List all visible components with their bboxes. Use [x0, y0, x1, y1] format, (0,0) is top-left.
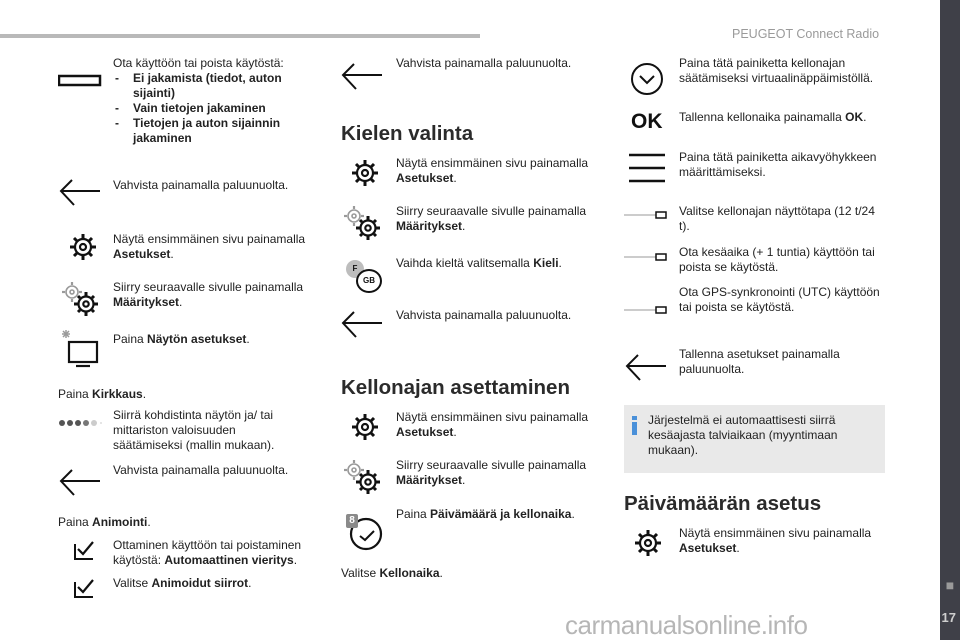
- double-gear-icon: [60, 280, 100, 318]
- confirm-back-2: Vahvista painamalla paluunuolta.: [113, 463, 289, 477]
- settings-step: Näytä ensimmäinen sivu painamalla Asetukset.: [396, 156, 589, 185]
- settings-label: Asetukset: [396, 425, 454, 439]
- next-page-step: Siirry seuraavalle sivulle painamalla Määritykset.: [396, 204, 587, 233]
- share-option-none: - Ei jakamista (tiedot, auton sijainti): [113, 71, 313, 101]
- double-gear-icon: [342, 204, 382, 242]
- ok-icon: OK: [631, 110, 663, 133]
- share-options: [113, 71, 313, 146]
- info-icon: [630, 416, 639, 435]
- settings-label: Asetukset: [113, 247, 171, 261]
- display-settings-step: Paina Näytön asetukset.: [113, 332, 250, 346]
- back-arrow-icon: [58, 178, 102, 208]
- confirm-back-language: Vahvista painamalla paluunuolta.: [396, 308, 572, 322]
- brightness-label: Kirkkaus: [92, 387, 143, 401]
- info-note-text: Järjestelmä ei automaattisesti siirrä kesäajasta talviaikaan (myyntimaan mukaan).: [648, 413, 838, 457]
- gear-icon: [633, 528, 663, 558]
- next-page-step: Siirry seuraavalle sivulle painamalla Määritykset.: [113, 280, 304, 309]
- heading-language: Kielen valinta: [341, 122, 474, 145]
- toggle-switch-icon: [624, 253, 668, 261]
- confirm-back-1: Vahvista painamalla paluunuolta.: [113, 178, 289, 192]
- back-arrow-icon: [624, 353, 668, 383]
- share-intro: Ota käyttöön tai poista käytöstä:: [113, 56, 284, 70]
- flag-f: F: [346, 260, 364, 278]
- toggle-switch-icon: [624, 306, 668, 314]
- datetime-label: Päivämäärä ja kellonaika: [430, 507, 572, 521]
- share-option-data-location: - Tietojen ja auton sijainnin jakaminen: [113, 116, 313, 146]
- animated-transitions-label: Animoidut siirrot: [151, 576, 249, 590]
- autoscroll-step: Ottaminen käyttöön tai poistaminen käytöstä: Automaattinen vieritys.: [113, 538, 302, 567]
- language-icon: [344, 258, 384, 290]
- watermark: carmanualsonline.info: [565, 610, 808, 640]
- animated-transitions-step: Valitse Animoidut siirrot.: [113, 576, 252, 590]
- settings-label: Asetukset: [396, 171, 454, 185]
- config-label: Määritykset: [396, 219, 463, 233]
- top-rule: [0, 34, 480, 38]
- gps-step: Ota GPS-synkronointi (UTC) käyttöön tai poista se käytöstä.: [679, 285, 880, 314]
- slider-instructions: Siirrä kohdistinta näytön ja/ tai mittariston valoisuuden säätämiseksi (mallin mukaan).: [113, 408, 275, 452]
- brightness-step: Paina Kirkkaus.: [58, 387, 147, 401]
- language-step: Vaihda kieltä valitsemalla Kieli.: [396, 256, 562, 270]
- display-settings-label: Näytön asetukset: [147, 332, 247, 346]
- checkbox-icon: [72, 576, 96, 600]
- display-brightness-icon: [60, 328, 102, 368]
- clock-label: Kellonaika: [379, 566, 440, 580]
- format-step: Valitse kellonajan näyttötapa (12 t/24 t).: [679, 204, 875, 233]
- dst-step: Ota kesäaika (+ 1 tuntia) käyttöön tai poista se käytöstä.: [679, 245, 875, 274]
- gear-icon: [68, 232, 98, 262]
- next-page-step: Siirry seuraavalle sivulle painamalla Määritykset.: [396, 458, 587, 487]
- header-title: PEUGEOT Connect Radio: [732, 27, 880, 41]
- checkbox-icon: [72, 538, 96, 562]
- gear-icon: [350, 412, 380, 442]
- share-option-data: - Vain tietojen jakaminen: [113, 101, 313, 116]
- back-arrow-icon: [340, 310, 384, 340]
- animation-label: Animointi: [92, 515, 148, 529]
- timezone-step: Paina tätä painiketta aikavyöhykkeen määrittämiseksi.: [679, 150, 877, 179]
- slider-dots-icon: [58, 418, 102, 428]
- toggle-bar-icon: [58, 74, 102, 88]
- badge-number: 8: [346, 514, 358, 528]
- save-clock-step: Tallenna kellonaika painamalla OK.: [679, 110, 867, 124]
- config-label: Määritykset: [396, 473, 463, 487]
- ok-label: OK: [845, 110, 864, 124]
- double-gear-icon: [342, 458, 382, 496]
- config-label: Määritykset: [113, 295, 180, 309]
- autoscroll-label: Automaattinen vieritys: [164, 553, 294, 567]
- language-label: Kieli: [533, 256, 559, 270]
- settings-step: Näytä ensimmäinen sivu painamalla Asetukset.: [113, 232, 306, 261]
- save-settings-step: Tallenna asetukset painamalla paluunuolta.: [679, 347, 840, 376]
- clock-select-step: Valitse Kellonaika.: [341, 566, 443, 580]
- datetime-step: Paina Päivämäärä ja kellonaika.: [396, 507, 575, 521]
- side-tab: [940, 0, 960, 640]
- share-block: [113, 56, 313, 146]
- flag-gb: GB: [356, 269, 382, 293]
- toggle-switch-icon: [624, 211, 668, 219]
- keyboard-toggle-icon: [630, 62, 664, 96]
- info-note: [624, 405, 885, 473]
- animation-step: Paina Animointi.: [58, 515, 151, 529]
- settings-label: Asetukset: [679, 541, 737, 555]
- menu-icon: [628, 151, 666, 185]
- back-arrow-icon: [58, 468, 102, 498]
- page-number: 17: [941, 610, 956, 625]
- heading-clock: Kellonajan asettaminen: [341, 376, 570, 399]
- heading-date: Päivämäärän asetus: [624, 492, 822, 515]
- settings-step: Näytä ensimmäinen sivu painamalla Asetukset.: [396, 410, 589, 439]
- confirm-back-top: Vahvista painamalla paluunuolta.: [396, 56, 572, 70]
- back-arrow-icon: [340, 62, 384, 92]
- side-marker: ■: [945, 577, 955, 593]
- keyboard-step: Paina tätä painiketta kellonajan säätämiseksi virtuaalinäppäimistöllä.: [679, 56, 874, 85]
- settings-step: Näytä ensimmäinen sivu painamalla Asetukset.: [679, 526, 872, 555]
- clock-icon: [344, 510, 386, 552]
- gear-icon: [350, 158, 380, 188]
